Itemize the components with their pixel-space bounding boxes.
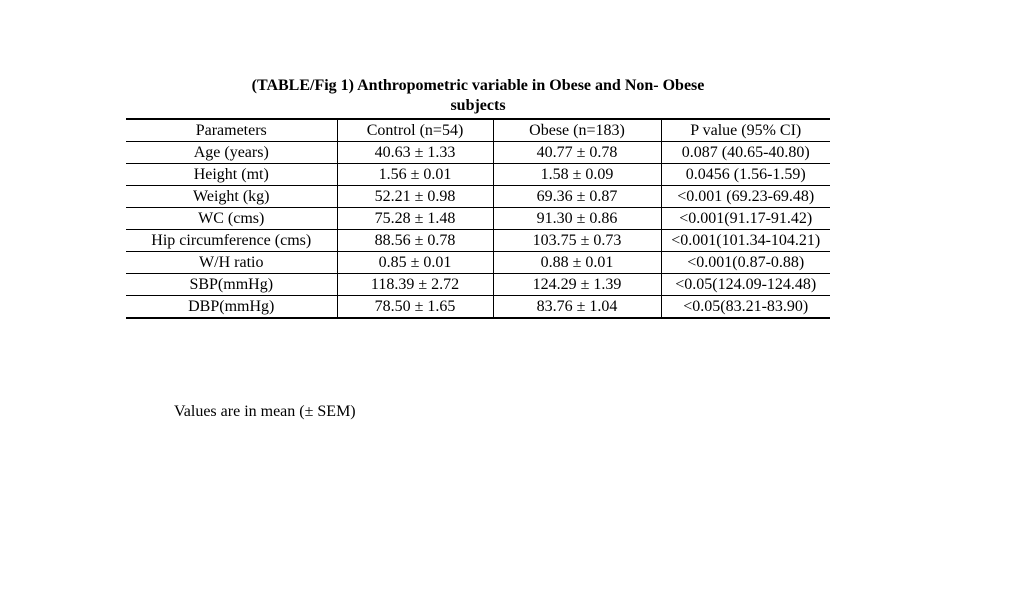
table-footnote: Values are in mean (± SEM)	[174, 403, 356, 420]
cell-parameter: W/H ratio	[126, 252, 337, 274]
cell-parameter: Height (mt)	[126, 164, 337, 186]
cell-obese: 124.29 ± 1.39	[493, 274, 661, 296]
header-obese: Obese (n=183)	[493, 119, 661, 142]
table-title-line-2: subjects	[450, 97, 506, 114]
cell-obese: 40.77 ± 0.78	[493, 142, 661, 164]
cell-parameter: Hip circumference (cms)	[126, 230, 337, 252]
table-row	[126, 186, 830, 208]
header-parameters: Parameters	[126, 119, 337, 142]
cell-p-value: <0.001(0.87-0.88)	[661, 252, 830, 274]
table-title	[126, 76, 830, 116]
cell-control: 118.39 ± 2.72	[337, 274, 493, 296]
cell-obese: 0.88 ± 0.01	[493, 252, 661, 274]
cell-obese: 103.75 ± 0.73	[493, 230, 661, 252]
cell-parameter: Weight (kg)	[126, 186, 337, 208]
cell-control: 78.50 ± 1.65	[337, 296, 493, 319]
cell-control: 88.56 ± 0.78	[337, 230, 493, 252]
table-title-line-1: (TABLE/Fig 1) Anthropometric variable in Obese and Non- Obese	[251, 77, 705, 94]
cell-parameter: Age (years)	[126, 142, 337, 164]
table-row	[126, 208, 830, 230]
table-row	[126, 164, 830, 186]
cell-obese: 83.76 ± 1.04	[493, 296, 661, 319]
header-p-value: P value (95% CI)	[661, 119, 830, 142]
cell-p-value: <0.001(91.17-91.42)	[661, 208, 830, 230]
table-row	[126, 274, 830, 296]
cell-parameter: DBP(mmHg)	[126, 296, 337, 319]
table-row	[126, 230, 830, 252]
cell-parameter: SBP(mmHg)	[126, 274, 337, 296]
table-row	[126, 142, 830, 164]
cell-p-value: 0.087 (40.65-40.80)	[661, 142, 830, 164]
table-row	[126, 252, 830, 274]
cell-obese: 1.58 ± 0.09	[493, 164, 661, 186]
cell-control: 0.85 ± 0.01	[337, 252, 493, 274]
cell-control: 75.28 ± 1.48	[337, 208, 493, 230]
cell-control: 40.63 ± 1.33	[337, 142, 493, 164]
cell-obese: 69.36 ± 0.87	[493, 186, 661, 208]
cell-parameter: WC (cms)	[126, 208, 337, 230]
cell-obese: 91.30 ± 0.86	[493, 208, 661, 230]
table-header-row	[126, 119, 830, 142]
table-row	[126, 296, 830, 319]
cell-control: 1.56 ± 0.01	[337, 164, 493, 186]
cell-p-value: 0.0456 (1.56-1.59)	[661, 164, 830, 186]
cell-control: 52.21 ± 0.98	[337, 186, 493, 208]
anthropometric-table	[126, 118, 830, 319]
cell-p-value: <0.05(124.09-124.48)	[661, 274, 830, 296]
cell-p-value: <0.001 (69.23-69.48)	[661, 186, 830, 208]
cell-p-value: <0.05(83.21-83.90)	[661, 296, 830, 319]
cell-p-value: <0.001(101.34-104.21)	[661, 230, 830, 252]
header-control: Control (n=54)	[337, 119, 493, 142]
